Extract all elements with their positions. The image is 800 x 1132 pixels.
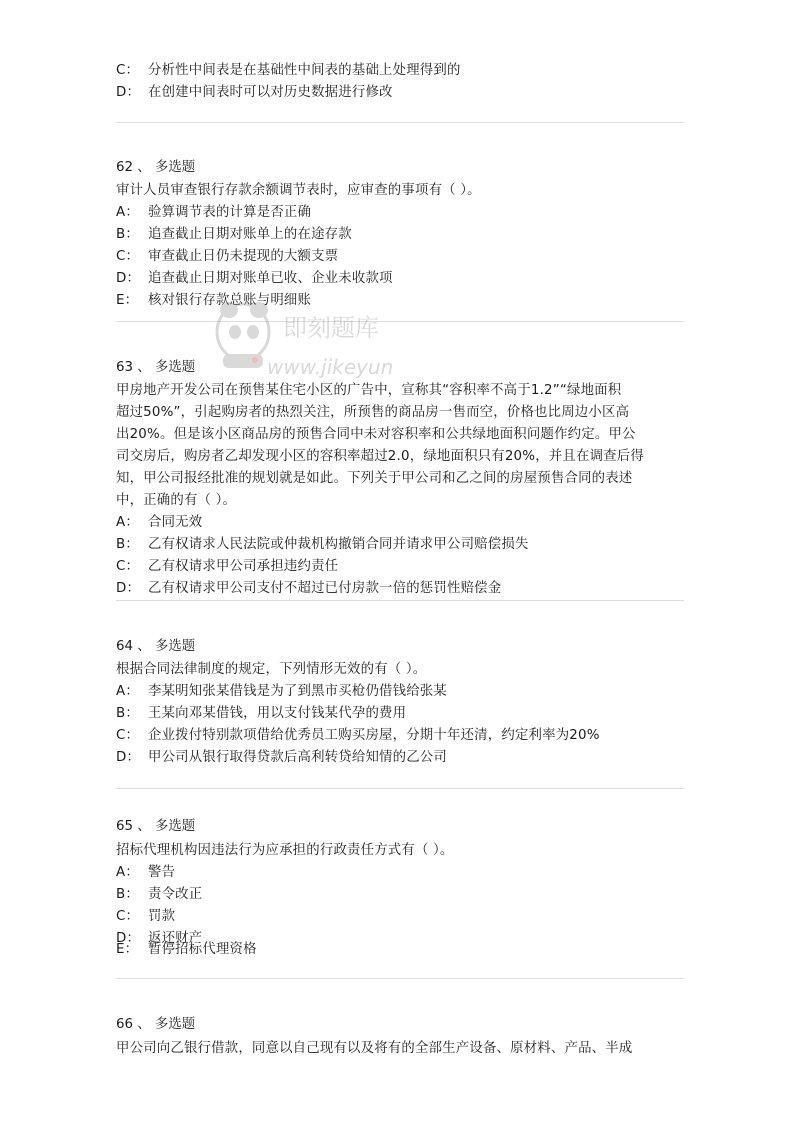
option-letter: C： xyxy=(116,728,140,743)
option-letter: C： xyxy=(116,559,140,574)
option-text: 企业拨付特别款项借给优秀员工购买房屋，分期十年还清，约定利率为20% xyxy=(148,728,600,743)
option-c-prev[interactable] xyxy=(116,60,461,82)
option-letter: A： xyxy=(116,865,139,880)
question-63-option-c[interactable] xyxy=(116,556,338,578)
question-64-option-c[interactable] xyxy=(116,725,600,747)
option-text: 验算调节表的计算是否正确 xyxy=(148,205,312,220)
divider xyxy=(116,321,684,322)
option-text: 核对银行存款总账与明细账 xyxy=(148,293,312,308)
question-63-stem-line: 司交房后，购房者乙却发现小区的容积率超过2.0，绿地面积只有20%，并且在调查后得 xyxy=(116,449,644,464)
option-letter: C： xyxy=(116,909,140,924)
option-text: 乙有权请求人民法院或仲裁机构撤销合同并请求甲公司赔偿损失 xyxy=(148,537,529,552)
question-62-title: 62 、 多选题 xyxy=(116,160,196,175)
option-d-prev[interactable] xyxy=(116,82,393,104)
question-66-title: 66 、 多选题 xyxy=(116,1017,196,1032)
option-letter: D： xyxy=(116,931,141,946)
question-65-option-c[interactable] xyxy=(116,906,175,928)
option-text: 追查截止日期对账单上的在途存款 xyxy=(148,227,352,242)
option-text: 警告 xyxy=(148,865,176,880)
question-62-option-d[interactable] xyxy=(116,268,393,290)
option-text: 责令改正 xyxy=(148,887,203,902)
question-63-title: 63 、 多选题 xyxy=(116,360,196,375)
question-63-stem-line: 知，甲公司报经批准的规划就是如此。下列关于甲公司和乙之间的房屋预售合同的表述 xyxy=(116,471,633,486)
option-letter: A： xyxy=(116,515,139,530)
divider xyxy=(116,122,684,123)
question-66-stem: 甲公司向乙银行借款，同意以自己现有以及将有的全部生产设备、原材料、产品、半成 xyxy=(116,1041,633,1056)
divider xyxy=(116,978,684,979)
question-63-stem-line: 超过50%”，引起购房者的热烈关注，所预售的商品房一售而空，价格也比周边小区高 xyxy=(116,405,630,420)
option-text: 分析性中间表是在基础性中间表的基础上处理得到的 xyxy=(148,63,461,78)
question-65-title: 65 、 多选题 xyxy=(116,819,196,834)
option-text: 暂停招标代理资格 xyxy=(148,942,257,957)
option-letter: B： xyxy=(116,706,139,721)
option-letter: C： xyxy=(116,63,140,78)
question-64-option-a[interactable] xyxy=(116,681,447,703)
question-63-stem-line: 出20%。但是该小区商品房的预售合同中未对容积率和公共绿地面积问题作约定。甲公 xyxy=(116,427,636,442)
option-letter: B： xyxy=(116,887,139,902)
question-64-option-b[interactable] xyxy=(116,703,406,725)
option-text: 乙有权请求甲公司承担违约责任 xyxy=(148,559,339,574)
question-63-stem-line: 中，正确的有（ ）。 xyxy=(116,493,237,508)
question-64-option-d[interactable] xyxy=(116,747,447,769)
option-text: 合同无效 xyxy=(148,515,203,530)
question-65-option-b[interactable] xyxy=(116,884,202,906)
option-letter: B： xyxy=(116,227,139,242)
option-text: 追查截止日期对账单已收、企业未收款项 xyxy=(148,271,393,286)
question-62-stem: 审计人员审查银行存款余额调节表时，应审查的事项有（ ）。 xyxy=(116,183,481,198)
option-letter: D： xyxy=(116,750,141,765)
watermark-brand: 即刻题库 xyxy=(283,314,379,342)
question-64-title: 64 、 多选题 xyxy=(116,639,196,654)
option-letter: A： xyxy=(116,205,139,220)
option-text: 王某向邓某借钱，用以支付钱某代孕的费用 xyxy=(148,706,407,721)
option-text: 返还财产 xyxy=(148,931,203,946)
question-63-stem-line: 甲房地产开发公司在预售某住宅小区的广告中，宣称其“容积率不高于1.2”“绿地面积 xyxy=(116,383,622,398)
divider xyxy=(116,600,684,601)
option-text: 在创建中间表时可以对历史数据进行修改 xyxy=(148,85,393,100)
option-letter: E： xyxy=(116,942,139,957)
option-letter: D： xyxy=(116,85,141,100)
watermark-url: www.jikeyun xyxy=(267,355,394,379)
panda-icon xyxy=(217,302,269,368)
option-text: 甲公司从银行取得贷款后高利转贷给知情的乙公司 xyxy=(148,750,447,765)
question-62-option-a[interactable] xyxy=(116,202,311,224)
option-text: 李某明知张某借钱是为了到黑市买枪仍借钱给张某 xyxy=(148,684,447,699)
question-62-option-b[interactable] xyxy=(116,224,352,246)
question-63-option-b[interactable] xyxy=(116,534,529,556)
option-letter: C： xyxy=(116,249,140,264)
option-letter: E： xyxy=(116,293,139,308)
question-62-option-e[interactable] xyxy=(116,290,311,312)
option-letter: D： xyxy=(116,271,141,286)
option-letter: B： xyxy=(116,537,139,552)
option-letter: A： xyxy=(116,684,139,699)
question-63-option-d[interactable] xyxy=(116,578,501,600)
option-text: 乙有权请求甲公司支付不超过已付房款一倍的惩罚性赔偿金 xyxy=(148,581,502,596)
question-65-option-a[interactable] xyxy=(116,862,175,884)
question-65-stem: 招标代理机构因违法行为应承担的行政责任方式有（ ）。 xyxy=(116,843,454,858)
option-text: 罚款 xyxy=(148,909,176,924)
question-62-option-c[interactable] xyxy=(116,246,338,268)
option-text: 审查截止日仍未提现的大额支票 xyxy=(148,249,339,264)
divider xyxy=(116,788,684,789)
question-65-option-e[interactable] xyxy=(116,939,257,961)
question-63-option-a[interactable] xyxy=(116,512,202,534)
question-64-stem: 根据合同法律制度的规定，下列情形无效的有（ ）。 xyxy=(116,662,427,677)
option-letter: D： xyxy=(116,581,141,596)
